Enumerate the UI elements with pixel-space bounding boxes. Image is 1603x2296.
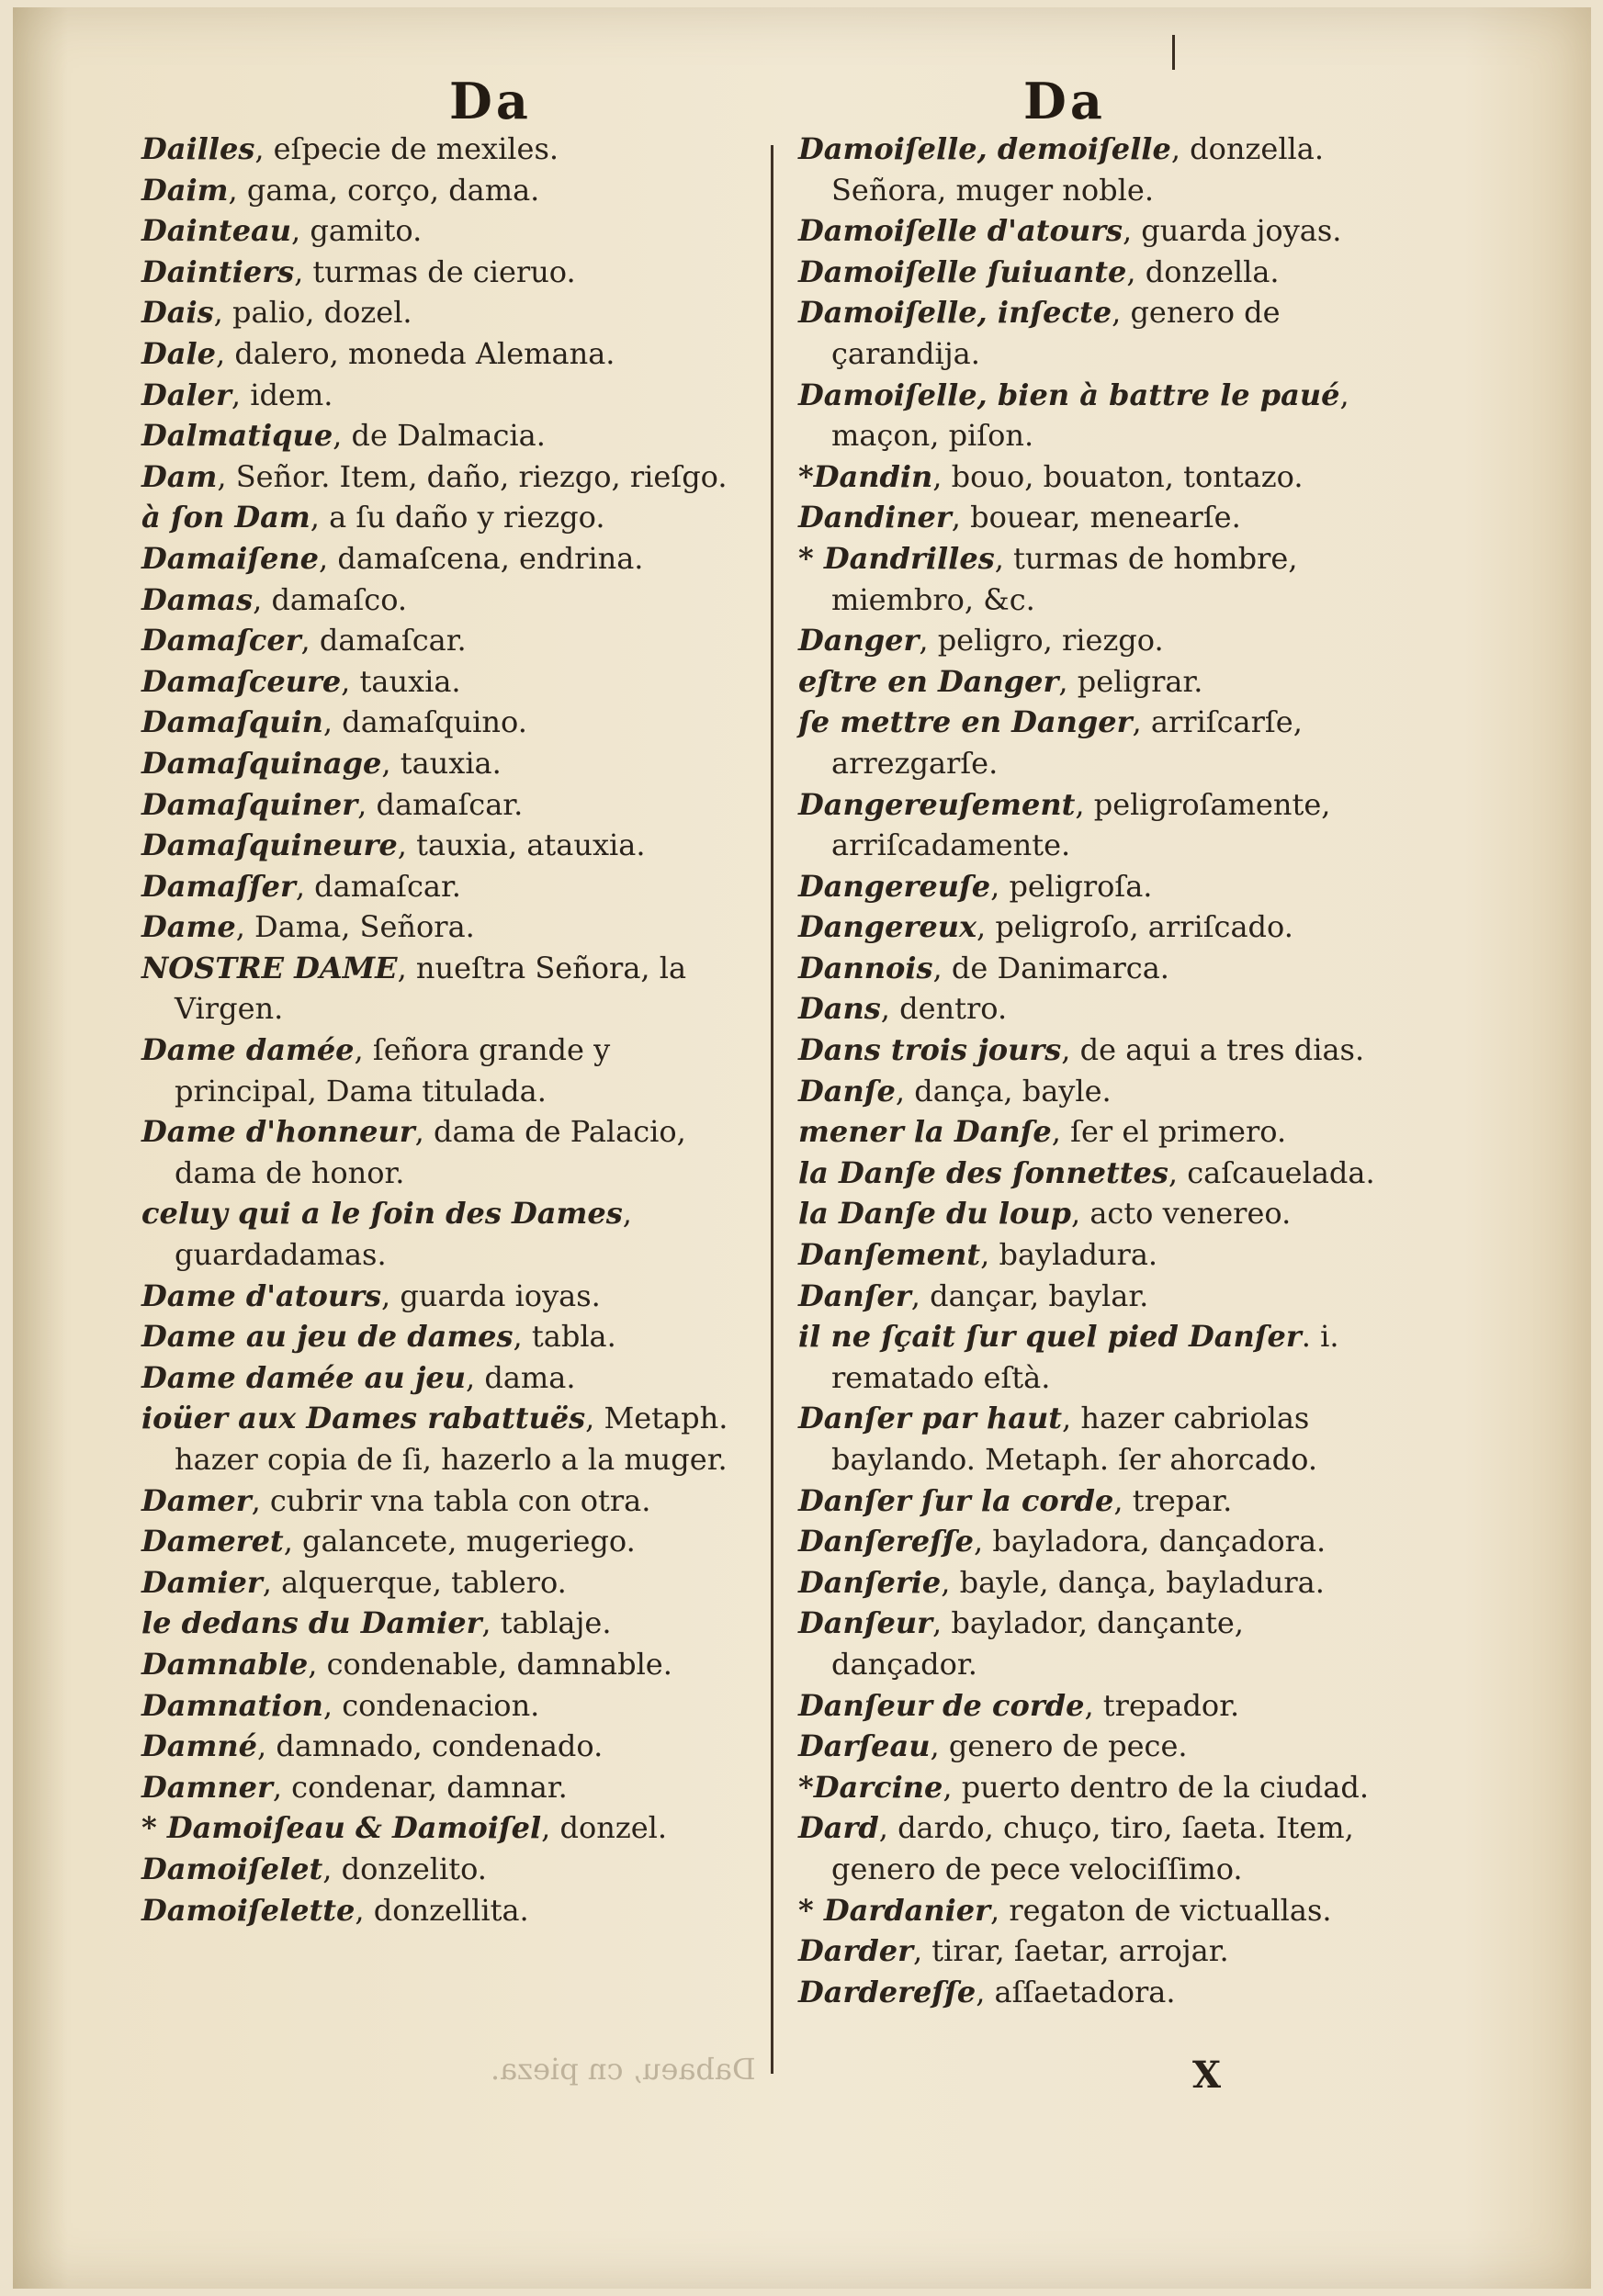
entry-headword: Dardereſſe — [798, 1974, 976, 2009]
entry-headword: Damné — [141, 1728, 257, 1764]
entry-definition: , tirar, ſaetar, arrojar. — [912, 1933, 1229, 1969]
dictionary-entry — [141, 292, 729, 333]
entry-headword: celuy qui a le ſoin des Dames — [141, 1196, 623, 1232]
dictionary-entry — [798, 1111, 1395, 1153]
entry-definition: , bayladora, dançadora. — [973, 1524, 1326, 1559]
dictionary-entry — [798, 702, 1395, 783]
dictionary-entry — [798, 1726, 1395, 1767]
dictionary-entry — [798, 784, 1395, 866]
entry-definition: , trepar. — [1113, 1482, 1233, 1518]
dictionary-entry — [798, 538, 1395, 620]
entry-definition: , peligro, riezgo. — [919, 623, 1164, 658]
dictionary-entry — [141, 743, 729, 784]
entry-headword: il ne ſçait ſur quel pied Danſer — [798, 1319, 1302, 1355]
entry-headword: Dans trois jours — [798, 1032, 1062, 1068]
dictionary-entry — [798, 375, 1395, 456]
dictionary-entry — [798, 1398, 1395, 1480]
entry-definition: , peligroſa. — [990, 868, 1153, 904]
entry-headword: Damoiſelet — [141, 1851, 323, 1886]
dictionary-entry — [141, 252, 729, 293]
entry-headword: à ſon Dam — [141, 500, 310, 535]
dictionary-entry — [141, 1521, 729, 1562]
entry-headword: Dale — [141, 335, 216, 371]
entry-headword: la Danſe du loup — [798, 1196, 1071, 1232]
entry-definition: , puerto dentro de la ciudad. — [943, 1769, 1369, 1805]
entry-definition: , acto venereo. — [1070, 1196, 1292, 1232]
entry-headword: * Dandrilles — [798, 540, 995, 576]
entry-headword: Damaſquinage — [141, 745, 382, 781]
entry-headword: Dailles — [141, 131, 255, 166]
dictionary-entry — [141, 210, 729, 252]
dictionary-entry — [798, 1480, 1395, 1522]
dictionary-entry — [798, 1521, 1395, 1562]
dictionary-entry — [141, 456, 729, 498]
dictionary-entry — [798, 1562, 1395, 1604]
entry-definition: , damnado, condenado. — [256, 1728, 604, 1764]
entry-headword: Damer — [141, 1482, 252, 1518]
entry-definition: , palio, dozel. — [213, 295, 412, 331]
entry-definition: , gamito. — [291, 213, 423, 249]
dictionary-entry — [798, 906, 1395, 948]
dictionary-entry — [141, 1767, 729, 1808]
entry-headword: Damner — [141, 1769, 273, 1805]
entry-definition: , damaſcar. — [300, 623, 467, 658]
entry-definition: , tablaje. — [481, 1605, 612, 1641]
column-divider — [771, 145, 773, 2074]
dictionary-entry — [798, 1603, 1395, 1684]
entry-definition: , genero de pece. — [930, 1728, 1188, 1764]
entry-definition: , alquerque, tablero. — [262, 1564, 567, 1600]
entry-headword: * Damoiſeau & Damoiſel — [141, 1810, 542, 1846]
entry-definition: , bouear, menearſe. — [951, 500, 1241, 535]
dictionary-entry — [798, 661, 1395, 703]
entry-headword: Damaſceure — [141, 663, 342, 699]
dictionary-entry — [798, 1930, 1395, 1972]
dictionary-entry — [141, 702, 729, 743]
entry-definition: , galancete, mugeriego. — [283, 1524, 636, 1559]
signature-mark: X — [1192, 2054, 1222, 2097]
entry-headword: Dannois — [798, 950, 933, 985]
entry-definition: , damaſcar. — [295, 868, 461, 904]
entry-headword: Damnable — [141, 1646, 309, 1682]
entry-headword: Dame au jeu de dames — [141, 1319, 514, 1355]
entry-headword: Daler — [141, 377, 231, 412]
entry-definition: , Dama, Señora. — [235, 909, 475, 945]
entry-definition: , dalero, moneda Alemana. — [216, 335, 615, 371]
dictionary-entry — [141, 1398, 729, 1480]
entry-definition: , gama, corço, dama. — [228, 172, 540, 208]
dictionary-entry — [798, 1071, 1395, 1112]
entry-headword: Danſer — [798, 1277, 911, 1313]
entry-headword: Dard — [798, 1810, 879, 1846]
entry-headword: Dame d'honneur — [141, 1114, 415, 1150]
entry-headword: * Dardanier — [798, 1892, 990, 1928]
entry-definition: , Señor. Item, daño, riezgo, rieſgo. — [217, 458, 728, 494]
right-column — [798, 129, 1395, 2012]
entry-headword: Danſement — [798, 1237, 981, 1273]
entry-definition: , aſſaetadora. — [976, 1974, 1176, 2009]
dictionary-entry — [798, 1685, 1395, 1727]
entry-headword: Darſeau — [798, 1728, 931, 1764]
entry-definition: , caſcauelada. — [1168, 1154, 1375, 1190]
entry-headword: Danſer ſur la corde — [798, 1482, 1114, 1518]
dictionary-entry — [141, 1849, 729, 1890]
entry-definition: , tauxia, atauxia. — [397, 827, 646, 863]
dictionary-entry — [141, 948, 729, 1030]
entry-definition: , maçon, piſon. — [831, 377, 1349, 454]
dictionary-entry — [141, 538, 729, 580]
entry-definition: , genero de çarandija. — [831, 295, 1281, 371]
entry-headword: mener la Danſe — [798, 1114, 1052, 1150]
entry-definition: , cubrir vna tabla con otra. — [251, 1482, 651, 1518]
dictionary-entry — [141, 866, 729, 907]
entry-headword: Dameret — [141, 1524, 284, 1559]
entry-headword: *Dandin — [798, 458, 933, 494]
dictionary-entry — [141, 1316, 729, 1357]
entry-headword: Dais — [141, 295, 214, 331]
entry-headword: Dame d'atours — [141, 1277, 382, 1313]
entry-definition: , donzellita. — [355, 1892, 529, 1928]
entry-definition: , turmas de hombre, miembro, &c. — [831, 540, 1298, 617]
entry-headword: Dans — [798, 991, 881, 1027]
dictionary-entry — [798, 1153, 1395, 1194]
entry-headword: Danſeur — [798, 1605, 932, 1641]
dictionary-entry — [798, 1316, 1395, 1398]
entry-headword: Dangereuſement — [798, 786, 1076, 822]
dictionary-entry — [798, 1890, 1395, 1931]
dictionary-entry — [798, 497, 1395, 538]
dictionary-entry — [798, 252, 1395, 293]
entry-headword: Danſeur de corde — [798, 1687, 1085, 1723]
entry-headword: Dame damée au jeu — [141, 1359, 467, 1395]
entry-definition: , dama. — [466, 1359, 576, 1395]
dictionary-entry — [141, 580, 729, 621]
entry-headword: la Danſe des ſonnettes — [798, 1154, 1168, 1190]
entry-definition: , ſer el primero. — [1051, 1114, 1287, 1150]
book-page — [13, 7, 1591, 2289]
dictionary-entry — [141, 1111, 729, 1193]
dictionary-entry — [798, 1972, 1395, 2013]
entry-definition: , donzella. Señora, muger noble. — [831, 131, 1325, 208]
left-column-header: Da — [449, 72, 532, 130]
entry-definition: , donzella. — [1126, 253, 1280, 289]
entry-definition: , a ſu daño y riezgo. — [310, 500, 605, 535]
entry-headword: Danſerie — [798, 1564, 942, 1600]
dictionary-entry — [141, 1357, 729, 1399]
dictionary-entry — [798, 948, 1395, 989]
entry-definition: , dentro. — [880, 991, 1008, 1027]
entry-definition: , tauxia. — [341, 663, 461, 699]
entry-headword: Dame — [141, 909, 236, 945]
entry-definition: , dardo, chuço, tiro, ſaeta. Item, genero de pece velociſſimo. — [831, 1810, 1354, 1886]
dictionary-entry — [141, 1030, 729, 1111]
entry-definition: , damaſcena, endrina. — [318, 540, 644, 576]
entry-headword: Dame damée — [141, 1032, 355, 1068]
dictionary-entry — [798, 292, 1395, 374]
dictionary-entry — [141, 661, 729, 703]
entry-definition: , condenable, damnable. — [308, 1646, 672, 1682]
dictionary-entry — [141, 1603, 729, 1644]
entry-headword: Damoiſelle, demoiſelle — [798, 131, 1171, 166]
dictionary-entry — [141, 1562, 729, 1604]
entry-headword: Danſer par haut — [798, 1401, 1063, 1436]
entry-definition: , de Danimarca. — [932, 950, 1169, 985]
bleed-through-text: Dabaeu, cn pieza. — [491, 2052, 756, 2087]
entry-headword: Damoiſelle, inſecte — [798, 295, 1112, 331]
entry-headword: ioüer aux Dames rabattuës — [141, 1401, 586, 1436]
entry-headword: Damoiſelette — [141, 1892, 356, 1928]
dictionary-entry — [798, 210, 1395, 252]
entry-headword: Damaſquineure — [141, 827, 398, 863]
entry-definition: , ſeñora grande y principal, Dama titulada. — [175, 1032, 611, 1109]
dictionary-entry — [798, 1193, 1395, 1234]
entry-headword: Daintiers — [141, 253, 295, 289]
entry-headword: Damaſſer — [141, 868, 296, 904]
dictionary-entry — [141, 170, 729, 211]
dictionary-entry — [141, 497, 729, 538]
dictionary-entry — [141, 1644, 729, 1685]
entry-definition: , dança, bayle. — [895, 1073, 1112, 1109]
dictionary-entry — [798, 456, 1395, 498]
dictionary-entry — [141, 129, 729, 170]
entry-headword: Danſereſſe — [798, 1524, 974, 1559]
entry-definition: , condenar, damnar. — [272, 1769, 568, 1805]
entry-headword: Damaſquiner — [141, 786, 358, 822]
dictionary-entry — [141, 1685, 729, 1727]
entry-headword: Dainteau — [141, 213, 292, 249]
dictionary-entry — [798, 1807, 1395, 1889]
entry-definition: , arriſcarſe, arrezgarſe. — [831, 704, 1303, 781]
entry-headword: Darder — [798, 1933, 913, 1969]
dictionary-entry — [798, 1234, 1395, 1276]
entry-definition: , guarda joyas. — [1122, 213, 1342, 249]
entry-definition: , idem. — [231, 377, 333, 412]
dictionary-entry — [141, 1193, 729, 1275]
entry-definition: , dama de Palacio, dama de honor. — [175, 1114, 686, 1190]
dictionary-entry — [798, 988, 1395, 1030]
left-column — [141, 129, 729, 1930]
entry-headword: Dam — [141, 458, 218, 494]
entry-definition: , de aqui a tres dias. — [1061, 1032, 1365, 1068]
entry-definition: , hazer cabriolas baylando. Metaph. ſer ahorcado. — [831, 1401, 1318, 1477]
entry-definition: , turmas de cieruo. — [294, 253, 576, 289]
entry-headword: Damnation — [141, 1687, 323, 1723]
dictionary-entry — [141, 1276, 729, 1317]
entry-definition: , peligroſo, arriſcado. — [976, 909, 1293, 945]
entry-headword: NOSTRE DAME — [141, 950, 398, 985]
dictionary-entry — [141, 333, 729, 375]
entry-definition: , damaſquino. — [322, 704, 527, 740]
dictionary-entry — [141, 1726, 729, 1767]
entry-definition: , bayle, dança, bayladura. — [941, 1564, 1325, 1600]
entry-definition: , eſpecie de mexiles. — [254, 131, 559, 166]
entry-definition: , bouo, bouaton, tontazo. — [932, 458, 1304, 494]
entry-definition: , guarda ioyas. — [381, 1277, 601, 1313]
dictionary-entry — [798, 620, 1395, 661]
entry-definition: , nueſtra Señora, la Virgen. — [175, 950, 687, 1027]
entry-headword: Damaiſene — [141, 540, 319, 576]
dictionary-entry — [798, 129, 1395, 210]
entry-definition: . i. rematado eſtà. — [831, 1319, 1339, 1395]
entry-definition: , donzel. — [541, 1810, 668, 1846]
entry-headword: Dalmatique — [141, 418, 333, 454]
dictionary-entry — [141, 1480, 729, 1522]
entry-definition: , tabla. — [513, 1319, 616, 1355]
entry-headword: Damaſcer — [141, 623, 301, 658]
dictionary-entry — [141, 906, 729, 948]
entry-definition: , damaſco. — [253, 581, 408, 617]
entry-headword: Danger — [798, 623, 920, 658]
dictionary-entry — [141, 415, 729, 456]
dictionary-entry — [798, 866, 1395, 907]
entry-definition: , trepador. — [1084, 1687, 1240, 1723]
entry-definition: , damaſcar. — [357, 786, 524, 822]
entry-definition: , regaton de victuallas. — [989, 1892, 1332, 1928]
page-mark — [1172, 35, 1175, 70]
entry-headword: le dedans du Damier — [141, 1605, 482, 1641]
dictionary-entry — [141, 825, 729, 866]
right-column-header: Da — [1023, 72, 1106, 130]
entry-definition: , donzelito. — [322, 1851, 487, 1886]
entry-headword: ſe mettre en Danger — [798, 704, 1133, 740]
dictionary-entry — [798, 1767, 1395, 1808]
dictionary-entry — [798, 1030, 1395, 1071]
entry-definition: , guardadamas. — [175, 1196, 632, 1273]
entry-definition: , dançar, baylar. — [910, 1277, 1149, 1313]
dictionary-entry — [141, 1807, 729, 1849]
dictionary-entry — [141, 784, 729, 826]
entry-headword: Damoiſelle, bien à battre le paué — [798, 377, 1340, 412]
entry-headword: Dangereux — [798, 909, 977, 945]
entry-headword: Dandiner — [798, 500, 952, 535]
entry-definition: , peligrar. — [1058, 663, 1203, 699]
entry-headword: Damier — [141, 1564, 263, 1600]
entry-headword: *Darcine — [798, 1769, 943, 1805]
entry-headword: Dangereuſe — [798, 868, 991, 904]
dictionary-entry — [798, 1276, 1395, 1317]
entry-headword: Damoiſelle d'atours — [798, 213, 1123, 249]
dictionary-entry — [141, 1890, 729, 1931]
entry-headword: Daim — [141, 172, 229, 208]
entry-headword: eſtre en Danger — [798, 663, 1059, 699]
entry-definition: , Metaph. hazer copia de ſi, hazerlo a la muger. — [175, 1401, 728, 1477]
entry-definition: , de Dalmacia. — [333, 418, 546, 454]
dictionary-entry — [141, 620, 729, 661]
dictionary-entry — [141, 375, 729, 416]
entry-definition: , tauxia. — [381, 745, 502, 781]
entry-definition: , condenacion. — [322, 1687, 540, 1723]
entry-headword: Damaſquin — [141, 704, 323, 740]
entry-definition: , bayladura. — [980, 1237, 1158, 1273]
entry-headword: Damoiſelle ſuiuante — [798, 253, 1127, 289]
entry-definition: , peligroſamente, arriſcadamente. — [831, 786, 1331, 863]
entry-definition: , baylador, dançante, dançador. — [831, 1605, 1244, 1682]
entry-headword: Danſe — [798, 1073, 896, 1109]
entry-headword: Damas — [141, 581, 254, 617]
